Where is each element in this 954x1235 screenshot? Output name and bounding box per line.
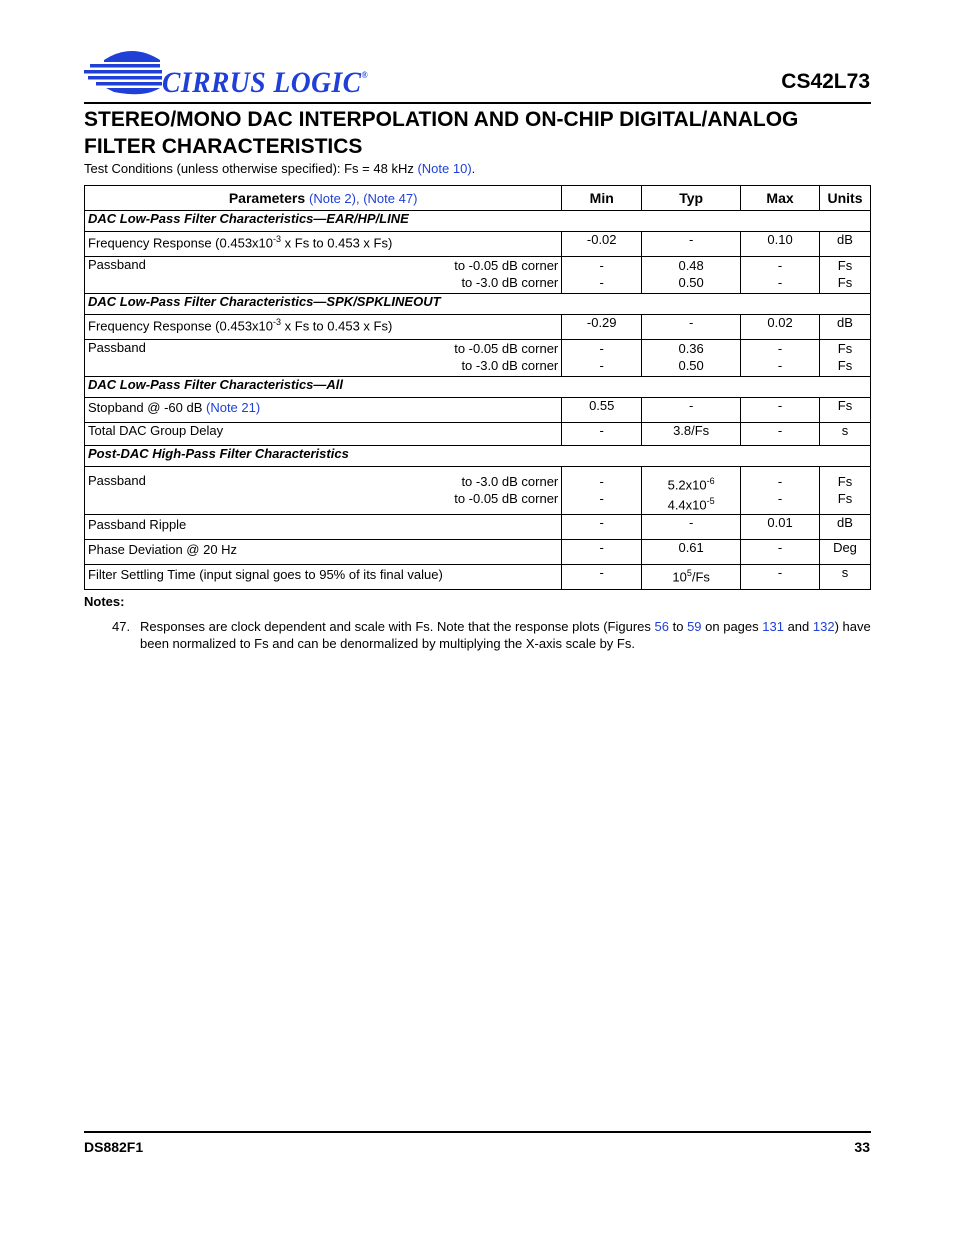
header-rule <box>84 102 871 104</box>
note-47: 47. Responses are clock dependent and scale with Fs. Note that the response plots (Figures 56 to 59 on pages 131 and 132) have been normalized to Fs and can be denormalized by multiplying the X-axis scale by Fs. <box>112 619 871 651</box>
footer-rule <box>84 1131 871 1133</box>
section-post-dac-hpf: Post-DAC High-Pass Filter Characteristics <box>85 446 871 467</box>
table-row: Passband Ripple - - 0.01 dB <box>85 514 871 539</box>
table-row: Frequency Response ($0.453x10^{-3}$ x Fs to 0.453 x Fs) -0.29 - 0.02 dB <box>85 315 871 340</box>
page-131-link[interactable]: 131 <box>762 619 784 634</box>
table-row: Total DAC Group Delay - 3.8/Fs - s <box>85 423 871 446</box>
page-132-link[interactable]: 132 <box>812 619 835 634</box>
page-number: 33 <box>854 1139 870 1155</box>
table-header-row <box>85 186 871 211</box>
document-id: DS882F1 <box>84 1139 144 1155</box>
table-row: Stopband @ -60 dB (Note 21) 0.55 - - Fs <box>85 398 871 423</box>
filter-characteristics-table <box>84 185 871 590</box>
test-conditions: Test Conditions (unless otherwise specified): Fs = 48 kHz (Note 10). <box>84 161 476 176</box>
table-row: Phase Deviation @ 20 Hz - 0.61 - Deg <box>85 539 871 564</box>
note-10-link[interactable]: (Note 10) <box>417 161 472 176</box>
section-ear-hp-line: DAC Low-Pass Filter Characteristics—EAR/HP/LINE <box>85 211 871 232</box>
table-row: Frequency Response ($0.453x10^{-3}$ x Fs to 0.453 x Fs) -0.02 - 0.10 dB <box>85 232 871 257</box>
header-units: Units <box>819 186 870 211</box>
notes-heading: Notes: <box>84 594 125 609</box>
table-row: Passband to -0.05 dB corner to -3.0 dB corner - - 0.36 0.50 - - Fs Fs <box>85 340 871 377</box>
header-typ: Typ <box>642 186 741 211</box>
table-row: Filter Settling Time (input signal goes to 95% of its final value) - $10^5/Fs$ - s <box>85 564 871 589</box>
header-min: Min <box>562 186 642 211</box>
note-21-link[interactable]: (Note 21) <box>206 400 261 415</box>
brand-wordmark: CIRRUS LOGIC® <box>162 66 369 99</box>
note-47-link[interactable]: (Note 47) <box>363 191 418 206</box>
note-2-link[interactable]: (Note 2) <box>309 191 356 206</box>
section-all: DAC Low-Pass Filter Characteristics—All <box>85 377 871 398</box>
part-number: CS42L73 <box>781 70 870 93</box>
figure-56-link[interactable]: 56 <box>654 619 669 634</box>
header-max: Max <box>741 186 820 211</box>
table-row: Passband to -0.05 dB corner to -3.0 dB corner - - 0.48 0.50 - - Fs Fs <box>85 257 871 294</box>
figure-59-link[interactable]: 59 <box>687 619 702 634</box>
header-parameters: Parameters (Note 2), (Note 47) <box>85 186 562 211</box>
section-spk-spklineout: DAC Low-Pass Filter Characteristics—SPK/SPKLINEOUT <box>85 294 871 315</box>
page-title: STEREO/MONO DAC INTERPOLATION AND ON-CHIP DIGITAL/ANALOG FILTER CHARACTERISTICS <box>84 108 799 158</box>
table-row: Passband to -3.0 dB corner to -0.05 dB corner - - $5.2x10^{-6}$ $4.4x10^{-5}$ - - Fs Fs <box>85 467 871 515</box>
